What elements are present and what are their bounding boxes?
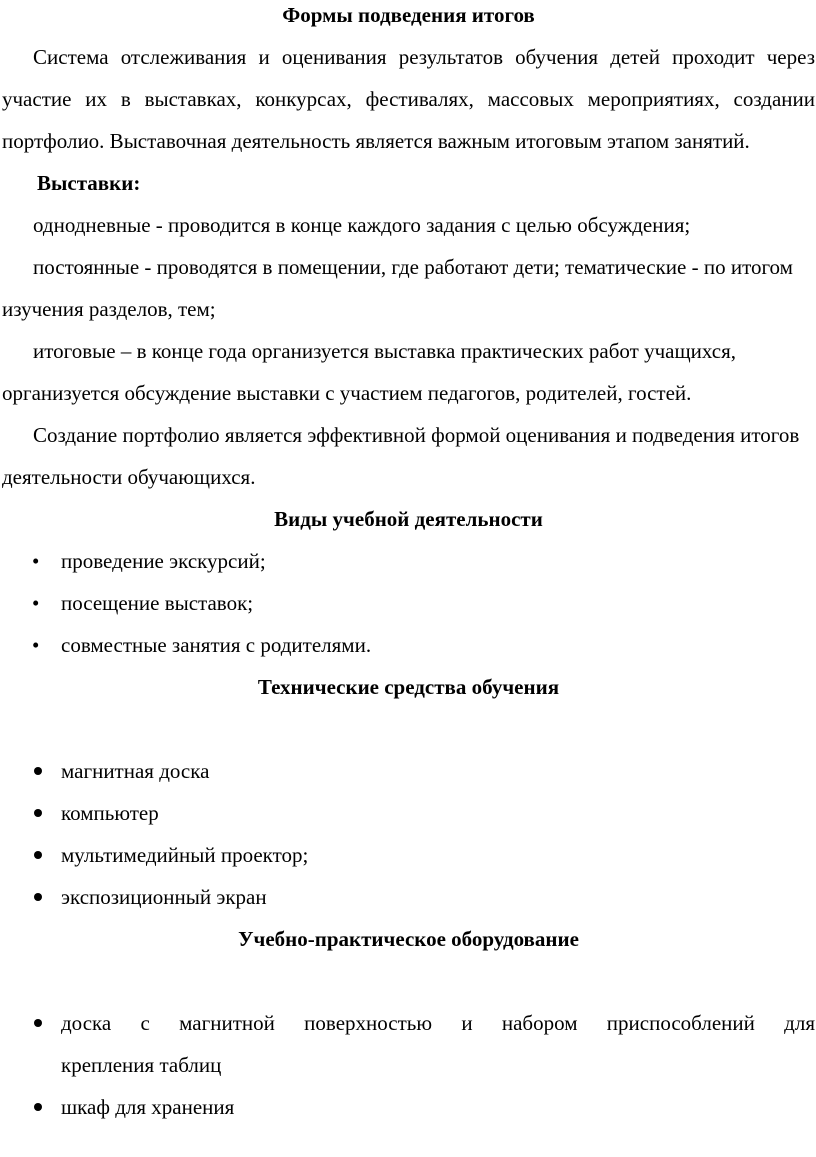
activities-heading: Виды учебной деятельности — [274, 507, 543, 531]
spacer — [2, 708, 815, 750]
bullet-icon: • — [32, 549, 40, 573]
equipment-text: шкаф для хранения — [61, 1095, 235, 1119]
bullet-dot-icon — [34, 1103, 42, 1111]
tech-text: мультимедийный проектор; — [61, 843, 309, 867]
activities-list — [2, 540, 815, 666]
bullet-dot-icon — [34, 1019, 42, 1027]
equipment-heading: Учебно-практическое оборудование — [238, 927, 579, 951]
list-item — [2, 834, 815, 876]
exhibitions-final: итоговые – в конце года организуется выставка практических работ учащихся, организуется обсуждение выставки с участием педагогов, родителей, гостей. — [2, 339, 736, 405]
activity-text: проведение экскурсий; — [61, 549, 266, 573]
tech-text: экспозиционный экран — [61, 885, 267, 909]
list-item — [2, 624, 815, 666]
bullet-dot-icon — [34, 809, 42, 817]
page-title: Формы подведения итогов — [282, 3, 535, 27]
bullet-dot-icon — [34, 767, 42, 775]
activity-text: совместные занятия с родителями. — [61, 633, 372, 657]
tech-heading: Технические средства обучения — [257, 675, 560, 699]
spacer — [2, 960, 815, 1002]
tech-list — [2, 750, 815, 918]
equipment-text-line1: доска с магнитной поверхностью и набором приспособлений для — [61, 1011, 815, 1035]
list-item — [2, 582, 815, 624]
portfolio-paragraph: Создание портфолио является эффективной формой оценивания и подведения итогов деятельности обучающихся. — [2, 423, 800, 489]
exhibitions-permanent: постоянные - проводятся в помещении, где работают дети; тематические - по итогом изучения разделов, тем; — [2, 255, 793, 321]
list-item — [2, 876, 815, 918]
list-item — [2, 1086, 815, 1128]
activity-text: посещение выставок; — [61, 591, 254, 615]
exhibitions-one-day: однодневные - проводится в конце каждого задания с целью обсуждения; — [33, 213, 691, 237]
tech-text: магнитная доска — [61, 759, 210, 783]
bullet-icon: • — [32, 591, 40, 615]
intro-paragraph: Система отслеживания и оценивания результатов обучения детей проходит через участие их в выставках, конкурсах, фестивалях, массовых мероприятиях, создании портфолио. Выставочная деятельность является важным итоговым этапом занятий. — [2, 45, 815, 153]
bullet-dot-icon — [34, 893, 42, 901]
list-item — [2, 1002, 815, 1086]
list-item — [2, 750, 815, 792]
list-item — [2, 540, 815, 582]
bullet-dot-icon — [34, 851, 42, 859]
equipment-list — [2, 1002, 815, 1128]
equipment-text-line2: крепления таблиц — [61, 1053, 222, 1077]
list-item — [2, 792, 815, 834]
bullet-icon: • — [32, 633, 40, 657]
exhibitions-heading: Выставки: — [37, 171, 141, 195]
tech-text: компьютер — [61, 801, 159, 825]
